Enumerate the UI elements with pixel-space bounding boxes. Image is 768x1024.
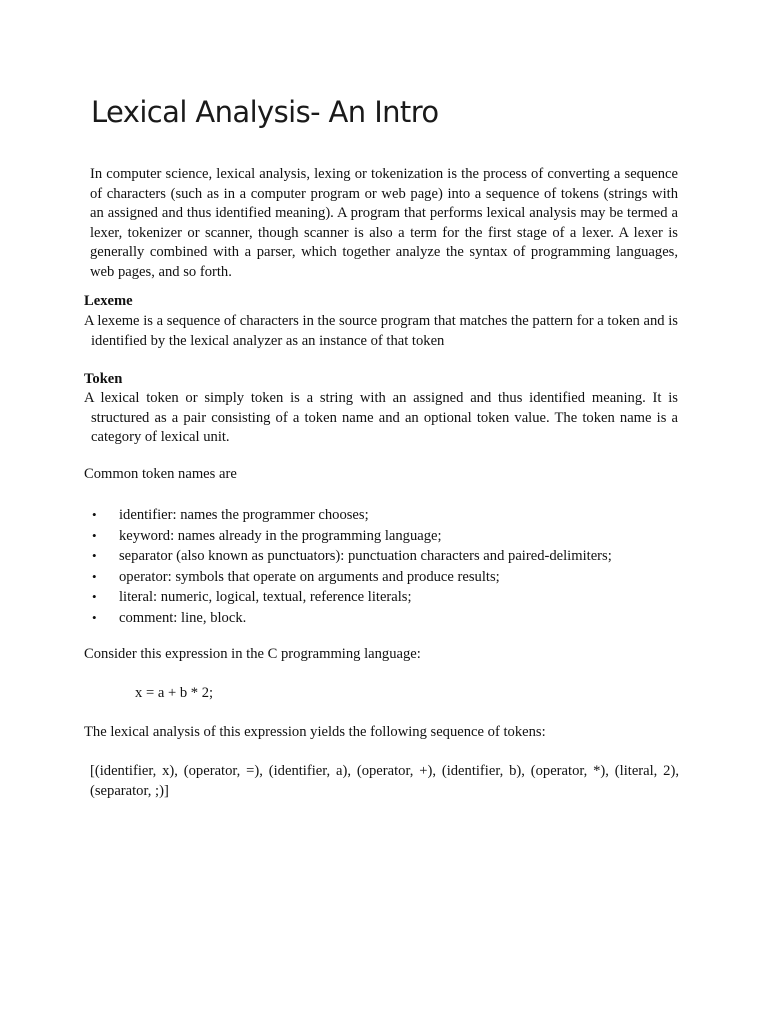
- bullet-icon: •: [92, 589, 97, 604]
- token-definition: A lexical token or simply token is a string with an assigned and thus identified meaning. It is structured as a pair consisting of a token name and an optional token value. The token name is a category of lexical unit.: [84, 390, 678, 445]
- lexeme-definition: A lexeme is a sequence of characters in the source program that matches the pattern for a token and is identified by the lexical analyzer as an instance of that token: [84, 313, 678, 349]
- token-sequence: [(identifier, x), (operator, =), (identifier, a), (operator, +), (identifier, b), (operator, *), (literal, 2), (separator, ;)]: [90, 763, 679, 799]
- common-token-names-intro: Common token names are: [84, 466, 237, 482]
- bullet-icon: •: [92, 507, 97, 522]
- lexical-analysis-yields-text: The lexical analysis of this expression yields the following sequence of tokens:: [84, 724, 546, 740]
- list-item: • operator: symbols that operate on arguments and produce results;: [92, 567, 612, 588]
- bullet-icon: •: [92, 548, 97, 563]
- list-item: • comment: line, block.: [92, 608, 612, 629]
- lexeme-heading: Lexeme: [84, 293, 133, 309]
- c-expression: x = a + b * 2;: [135, 685, 214, 701]
- consider-expression-text: Consider this expression in the C programming language:: [84, 646, 421, 662]
- list-item: • separator (also known as punctuators): punctuation characters and paired-delimiters;: [92, 546, 612, 567]
- list-item: • literal: numeric, logical, textual, reference literals;: [92, 587, 612, 608]
- list-item: • identifier: names the programmer chooses;: [92, 505, 612, 526]
- intro-paragraph: In computer science, lexical analysis, lexing or tokenization is the process of converting a sequence of characters (such as in a computer program or web page) into a sequence of tokens (strings with an assigned and thus identified meaning). A program that performs lexical analysis may be termed a lexer, tokenizer or scanner, though scanner is also a term for the first stage of a lexer. A lexer is generally combined with a parser, which together analyze the syntax of programming languages, web pages, and so forth.: [90, 166, 678, 280]
- list-item: • keyword: names already in the programming language;: [92, 526, 612, 547]
- token-names-list: [92, 505, 612, 628]
- token-heading: Token: [84, 371, 123, 387]
- bullet-icon: •: [92, 568, 97, 584]
- bullet-icon: •: [92, 609, 97, 625]
- document-title: Lexical Analysis- An Intro: [91, 95, 439, 129]
- bullet-icon: •: [92, 527, 97, 543]
